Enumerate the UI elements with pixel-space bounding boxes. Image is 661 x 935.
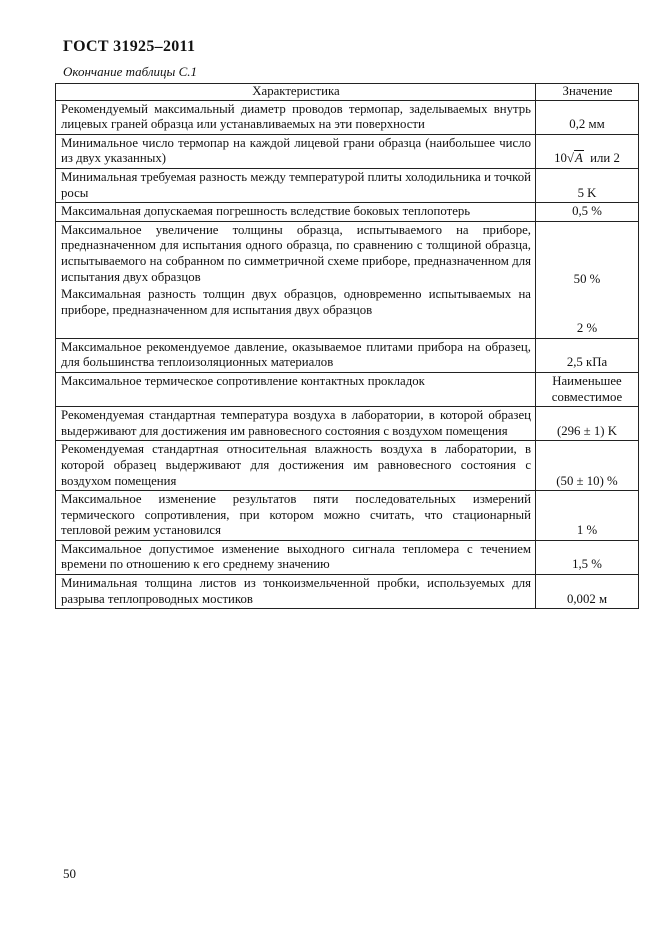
characteristic-paragraph: Максимальная разность толщин двух образцов, одновременно испытываемых на приборе, предназначенном для испытания двух образцов <box>61 287 531 317</box>
value-cell: 1,5 % <box>536 540 639 574</box>
value-cell: 0,002 м <box>536 575 639 609</box>
value-slot <box>538 288 636 337</box>
table-header-row <box>56 84 639 101</box>
characteristic-cell: Минимальная толщина листов из тонкоизмельченной пробки, используемых для разрыва теплопроводных мостиков <box>56 575 536 609</box>
table-row <box>56 407 639 441</box>
value-text: 2 % <box>576 321 598 336</box>
value-line: совместимое <box>551 389 623 404</box>
characteristic-cell: Минимальное число термопар на каждой лицевой грани образца (наибольшее число из двух указанных) <box>56 134 536 168</box>
table-row <box>56 134 639 168</box>
value-text: 50 % <box>573 272 601 287</box>
value-cell: 0,5 % <box>536 203 639 222</box>
table-caption: Окончание таблицы С.1 <box>63 64 197 79</box>
page-number: 50 <box>63 866 76 881</box>
value-suffix: или 2 <box>583 151 620 166</box>
characteristic-cell: Максимальная допускаемая погрешность вследствие боковых теплопотерь <box>56 203 536 222</box>
document-header: ГОСТ 31925–2011 <box>63 38 196 55</box>
table-row <box>56 441 639 491</box>
characteristic-cell: Рекомендуемая стандартная температура воздуха в лаборатории, в которой образец выдерживают для достижения им равновесного состояния с воздухом помещения <box>56 407 536 441</box>
value-cell: 5 K <box>536 168 639 202</box>
value-cell <box>536 221 639 338</box>
table-row <box>56 491 639 541</box>
characteristic-cell: Рекомендуемая стандартная относительная влажность воздуха в лаборатории, в которой образец выдерживают для достижения им равновесного состояния с воздухом помещения <box>56 441 536 491</box>
value-cell: (50 ± 10) % <box>536 441 639 491</box>
radical-sign: √ <box>566 151 574 166</box>
value-cell: 0,2 мм <box>536 100 639 134</box>
table-row <box>56 203 639 222</box>
table-row <box>56 372 639 406</box>
characteristic-cell: Максимальное изменение результатов пяти последовательных измерений термического сопротивления, при котором можно считать, что стационарный тепловой режим установился <box>56 491 536 541</box>
value-cell <box>536 372 639 406</box>
characteristic-cell: Максимальное рекомендуемое давление, оказываемое плитами прибора на образец, для большинства теплоизоляционных материалов <box>56 338 536 372</box>
table-row <box>56 540 639 574</box>
characteristic-cell: Минимальная требуемая разность между температурой плиты холодильника и точкой росы <box>56 168 536 202</box>
table-row <box>56 168 639 202</box>
value-prefix: 10 <box>554 151 567 166</box>
radicand: A <box>574 151 583 166</box>
characteristic-cell <box>56 221 536 338</box>
characteristic-cell: Рекомендуемый максимальный диаметр проводов термопар, заделываемых внутрь лицевых граней образца или устанавливаемых на эти поверхности <box>56 100 536 134</box>
characteristic-cell: Максимальное термическое сопротивление контактных прокладок <box>56 372 536 406</box>
characteristics-table <box>55 83 639 609</box>
value-cell: 1 % <box>536 491 639 541</box>
column-header-characteristic: Характеристика <box>56 84 536 101</box>
column-header-value: Значение <box>536 84 639 101</box>
table-row <box>56 575 639 609</box>
characteristic-cell: Максимальное допустимое изменение выходного сигнала тепломера с течением времени по отношению к его среднему значению <box>56 540 536 574</box>
table-row <box>56 100 639 134</box>
value-slot <box>538 223 636 288</box>
value-cell <box>536 134 639 168</box>
value-line: Наименьшее <box>552 373 622 388</box>
characteristic-paragraph: Максимальное увеличение толщины образца, испытываемого на приборе, предназначенном для испытания одного образца, по сравнению с толщиной образца, испытываемого на собранном по симметричной схеме приборе, предназначенном для испытания двух образцов <box>61 222 531 284</box>
table-row <box>56 338 639 372</box>
square-root-expression <box>567 151 584 167</box>
table-row <box>56 221 639 338</box>
value-cell: 2,5 кПа <box>536 338 639 372</box>
value-cell: (296 ± 1) K <box>536 407 639 441</box>
